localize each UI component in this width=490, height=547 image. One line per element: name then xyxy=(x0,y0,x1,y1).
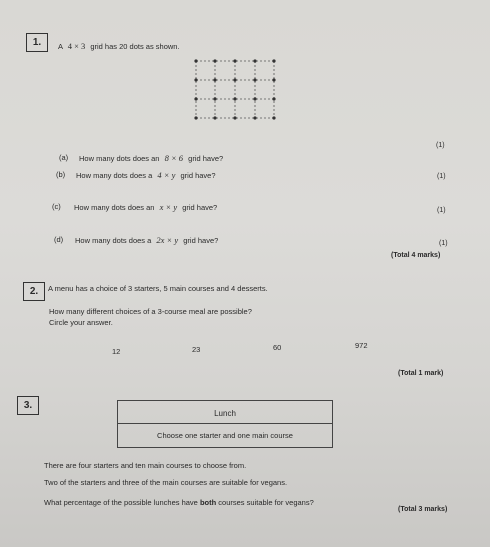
q2-line-1: A menu has a choice of 3 starters, 5 main courses and 4 desserts. xyxy=(48,284,268,293)
grid-dot xyxy=(213,116,216,119)
q2-total-marks: (Total 1 mark) xyxy=(398,370,444,377)
answer-option-12[interactable]: 12 xyxy=(112,347,121,356)
q1-intro-a: A xyxy=(58,42,63,51)
q1-part-a-post: grid have? xyxy=(188,154,224,163)
q1-part-a-pre: How many dots does an xyxy=(79,154,160,163)
q1-part-b-post: grid have? xyxy=(180,171,216,180)
grid-dot xyxy=(253,59,256,62)
q2-line-3: Circle your answer. xyxy=(49,318,113,327)
grid-dot xyxy=(194,59,197,62)
grid-dot xyxy=(253,78,256,81)
q1-part-a-math: 8 × 6 xyxy=(164,153,184,163)
grid-dot xyxy=(213,78,216,81)
q1-part-d-post: grid have? xyxy=(183,236,219,245)
q1-intro-b: grid has 20 dots as shown. xyxy=(90,42,180,51)
q1-part-d-math: 2x × y xyxy=(156,235,179,245)
q1-part-c-mark: (1) xyxy=(437,207,446,214)
grid-dot xyxy=(272,59,275,62)
q3-question-post: courses suitable for vegans? xyxy=(218,498,314,507)
grid-dot xyxy=(233,59,236,62)
q1-part-b-math: 4 × y xyxy=(157,170,176,180)
grid-dot xyxy=(233,116,236,119)
q1-intro xyxy=(58,41,180,51)
grid-dot xyxy=(194,116,197,119)
grid-dot xyxy=(213,59,216,62)
lunch-box-title: Lunch xyxy=(214,409,236,418)
grid-dot xyxy=(272,116,275,119)
q3-line-2: Two of the starters and three of the main courses are suitable for vegans. xyxy=(44,478,288,487)
q1-part-c-math: x × y xyxy=(159,202,178,212)
answer-option-60[interactable]: 60 xyxy=(273,343,282,352)
q1-part-b-pre: How many dots does a xyxy=(76,171,153,180)
q3-question xyxy=(44,498,314,507)
q1-part-b-question xyxy=(76,170,216,180)
q1-part-d-mark: (1) xyxy=(439,240,448,247)
q3-question-pre: What percentage of the possible lunches have xyxy=(44,498,198,507)
q1-part-c-question xyxy=(74,202,217,212)
q1-part-c-label: (c) xyxy=(52,202,61,211)
q3-question-bold: both xyxy=(199,498,217,507)
q1-part-c-pre: How many dots does an xyxy=(74,203,155,212)
grid-dot xyxy=(272,78,275,81)
q1-part-b-label: (b) xyxy=(56,170,66,179)
question-2-number: 2. xyxy=(23,282,45,301)
q1-part-d-question xyxy=(75,235,218,245)
grid-dot xyxy=(213,97,216,100)
q1-part-a-label: (a) xyxy=(59,153,69,162)
q1-part-d-label: (d) xyxy=(54,235,64,244)
q1-part-c-post: grid have? xyxy=(182,203,218,212)
grid-dot xyxy=(194,78,197,81)
q1-part-a-question xyxy=(79,153,223,163)
q1-total-marks: (Total 4 marks) xyxy=(391,252,441,259)
q2-line-2: How many different choices of a 3-course meal are possible? xyxy=(49,307,252,316)
answer-option-972[interactable]: 972 xyxy=(355,341,368,350)
question-3-number: 3. xyxy=(17,396,39,415)
grid-dot xyxy=(253,116,256,119)
q3-total-marks: (Total 3 marks) xyxy=(398,506,448,513)
q1-intro-dims: 4 × 3 xyxy=(67,41,86,51)
lunch-box-subtitle: Choose one starter and one main course xyxy=(157,431,293,440)
grid-dot xyxy=(253,97,256,100)
question-1-number: 1. xyxy=(26,33,48,52)
grid-dot xyxy=(194,97,197,100)
grid-dot xyxy=(233,78,236,81)
grid-dot xyxy=(272,97,275,100)
q1-part-d-pre: How many dots does a xyxy=(75,236,152,245)
grid-dot xyxy=(233,97,236,100)
q3-line-1: There are four starters and ten main courses to choose from. xyxy=(44,461,247,470)
q1-part-b-mark: (1) xyxy=(437,173,446,180)
q1-part-a-mark: (1) xyxy=(436,142,445,149)
dot-grid-figure xyxy=(186,55,284,125)
answer-option-23[interactable]: 23 xyxy=(192,345,201,354)
lunch-box-divider xyxy=(118,423,332,424)
lunch-menu-box xyxy=(117,400,333,448)
